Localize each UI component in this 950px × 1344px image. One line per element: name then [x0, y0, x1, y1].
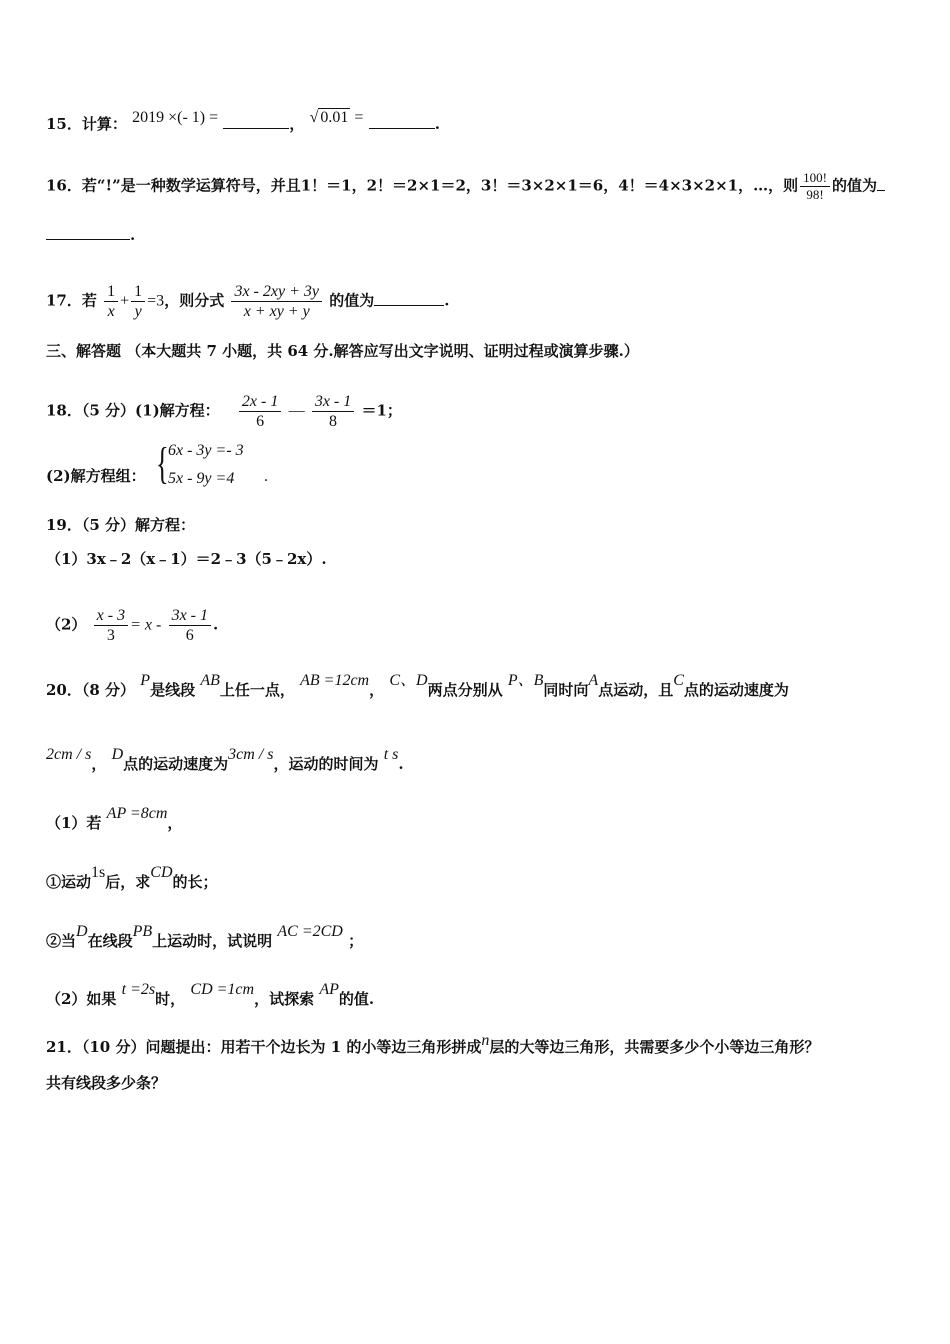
q20-C: C: [673, 672, 684, 689]
question-16-cont: [46, 225, 135, 245]
q20-end: .: [398, 755, 404, 773]
q20-AC-eq: AC =2CD: [277, 923, 343, 940]
question-21: [46, 1032, 820, 1058]
q19-f2-den: 6: [185, 627, 194, 644]
q19-score: （5 分）: [81, 516, 136, 534]
question-20-case1: [46, 864, 218, 893]
q18-eq1: ＝1；: [361, 401, 402, 420]
q20-D2: D: [76, 923, 88, 940]
question-15: [46, 109, 440, 135]
q20-t3: 两点分别从: [427, 681, 503, 699]
q18-equation-system: [156, 440, 276, 496]
q20-comma2: ，: [91, 755, 107, 773]
q19-f1-den: 3: [106, 627, 115, 644]
q18-part2-label: (2)解方程组：: [46, 467, 146, 485]
q18-f1-num: 2x - 1: [239, 392, 281, 412]
q17-frac-1: [104, 282, 118, 321]
q17-frac-3: [231, 282, 322, 321]
q19-frac-1: [94, 606, 128, 645]
q20-part2-end: 的值.: [338, 990, 375, 1008]
q16-frac-den: 98!: [806, 187, 824, 202]
question-20: [46, 672, 789, 701]
q18-part1-label: (1)解方程：: [135, 401, 220, 420]
q20-t2: 上任一点，: [219, 681, 295, 699]
q18-f2-num: 3x - 1: [312, 392, 354, 412]
q18-minus: —: [288, 402, 305, 420]
q18-system-eq-2: 5x - 9y =4: [168, 470, 235, 487]
q21-text1: 问题提出：用若干个边长为 1 的小等边三角形拼成: [145, 1038, 482, 1056]
q15-answer-blank-2[interactable]: [369, 114, 435, 129]
q20-case2-label: ②当: [46, 932, 77, 950]
q15-eq: =: [354, 109, 364, 126]
q16-answer-blank-a[interactable]: [877, 176, 885, 191]
q17-f3-den: x + xy + y: [243, 303, 310, 320]
q17-plus: +: [120, 292, 130, 310]
q19-part2-label: （2）: [46, 615, 87, 634]
q19-f2-num: 3x - 1: [169, 606, 211, 626]
q18-system-dot: .: [264, 468, 268, 485]
q19-f1-num: x - 3: [94, 606, 128, 626]
q19-end: .: [213, 615, 219, 634]
q20-PB2: PB: [132, 923, 153, 940]
q20-t1: 是线段: [150, 681, 196, 699]
q20-case1-mid: 后，求: [105, 873, 151, 891]
q18-brace: {: [156, 439, 169, 488]
q16-frac-num: 100!: [800, 170, 830, 187]
question-19-part2: [46, 606, 218, 645]
q16-text: 若“!”是一种数学运算符号，并且1！＝1，2！＝2×1＝2，3！＝3×2×1＝6，4！＝4×3×2×1，…，则: [81, 176, 799, 195]
q17-number: 17．: [46, 291, 82, 310]
q20-t7: 点的运动速度为: [123, 755, 229, 773]
q20-AP-eq: AP =8cm: [106, 805, 168, 822]
q17-frac-2: [131, 282, 145, 321]
q17-f1-num: 1: [104, 282, 118, 302]
q20-D: D: [111, 746, 124, 763]
q20-part2-t2: ，试探索: [254, 990, 315, 1008]
q20-AP: AP: [319, 981, 339, 998]
q18-number: 18．: [46, 401, 82, 420]
q20-number: 20．: [46, 681, 82, 699]
question-16: [46, 170, 885, 203]
q15-end: .: [434, 115, 440, 133]
question-18-part2: [46, 466, 146, 486]
q20-one-s: 1s: [91, 864, 106, 881]
q15-sqrt-radicand: 0.01: [320, 109, 349, 126]
question-18: [46, 392, 402, 431]
question-20-part2: [46, 981, 375, 1010]
q21-score: （10 分）: [81, 1038, 146, 1056]
question-20-line2: [46, 746, 404, 775]
q19-mid: = x -: [130, 616, 162, 634]
q18-f1-den: 6: [256, 413, 265, 430]
q17-ruo: 若: [81, 291, 97, 310]
q18-score: （5 分）: [81, 401, 136, 420]
q20-t8: ，运动的时间为: [273, 755, 379, 773]
q17-f2-den: y: [134, 303, 142, 320]
q20-case2-t1: 在线段: [87, 932, 133, 950]
q18-frac-1: [239, 392, 281, 431]
q16-after: 的值为: [831, 176, 877, 195]
q20-t5: 点运动，且: [598, 681, 674, 699]
q20-PB: P、B: [507, 672, 544, 689]
q17-f3-num: 3x - 2xy + 3y: [231, 282, 322, 302]
question-17: [46, 282, 449, 321]
q20-case2-end: ；: [348, 932, 364, 950]
section-3-title: 三、解答题 （本大题共 7 小题，共 64 分.解答应写出文字说明、证明过程或演算步骤.）: [46, 342, 639, 360]
q15-comma: ，: [289, 115, 305, 133]
q20-AB: AB: [200, 672, 220, 689]
q19-number: 19．: [46, 516, 82, 534]
q18-frac-2: [312, 392, 354, 431]
q20-case1-label: ①运动: [46, 873, 92, 891]
q15-answer-blank-1[interactable]: [223, 114, 289, 129]
q17-eq3: =3: [147, 292, 165, 310]
q20-t4: 同时向: [543, 681, 589, 699]
q16-end: .: [130, 226, 136, 244]
q20-part1-end: ，: [167, 814, 183, 832]
q19-label: 解方程：: [135, 516, 196, 534]
q20-CD-eq: CD =1cm: [190, 981, 255, 998]
q17-mid: ，则分式: [164, 291, 225, 310]
q17-f1-den: x: [107, 303, 115, 320]
q20-case2-t2: 上运动时，试说明: [152, 932, 273, 950]
q20-part2-t1: 时，: [155, 990, 186, 1008]
q15-expr-1: 2019 ×(- 1) =: [132, 109, 219, 126]
q20-comma: ，: [369, 681, 385, 699]
question-20-case2: [46, 923, 364, 952]
q17-f2-num: 1: [131, 282, 145, 302]
q20-CD2: CD: [150, 864, 173, 881]
q20-case1-end: 的长；: [172, 873, 218, 891]
q20-CD: C、D: [389, 672, 428, 689]
q16-number: 16．: [46, 176, 82, 195]
question-20-part1: [46, 805, 183, 834]
q20-v1: 2cm / s: [46, 746, 92, 763]
q16-fraction: [800, 170, 830, 203]
q19-frac-2: [169, 606, 211, 645]
q15-sqrt: √ 0.01 =: [309, 109, 364, 126]
question-21-line2: 共有线段多少条？: [46, 1074, 167, 1092]
q20-P: P: [140, 672, 151, 689]
q17-end: .: [444, 291, 450, 310]
question-19-part1: （1）3x﹣2（x﹣1）＝2﹣3（5﹣2x）.: [46, 550, 327, 568]
q20-A: A: [588, 672, 599, 689]
q20-t-eq: t =2s: [121, 981, 156, 998]
q20-score: （8 分）: [81, 681, 136, 699]
q20-part1-label: （1）若: [46, 814, 102, 832]
q15-label: 计算：: [81, 115, 127, 133]
q20-ts: t s: [383, 746, 399, 763]
q17-answer-blank[interactable]: [374, 291, 444, 306]
q17-after: 的值为: [329, 291, 375, 310]
q21-text2: 层的大等边三角形，共需要多少个小等边三角形？: [489, 1038, 820, 1056]
q20-part2-label: （2）如果: [46, 990, 117, 1008]
q16-answer-blank-b[interactable]: [46, 225, 130, 240]
q18-system-eq-1: 6x - 3y =- 3: [168, 442, 244, 459]
q21-n: n: [481, 1032, 490, 1049]
q15-number: 15．: [46, 115, 82, 133]
q20-v2: 3cm / s: [228, 746, 274, 763]
q20-AB-eq: AB =12cm: [300, 672, 370, 689]
q21-number: 21．: [46, 1038, 82, 1056]
question-19: [46, 515, 195, 535]
q20-t6: 点的运动速度为: [683, 681, 789, 699]
q18-f2-den: 8: [329, 413, 338, 430]
